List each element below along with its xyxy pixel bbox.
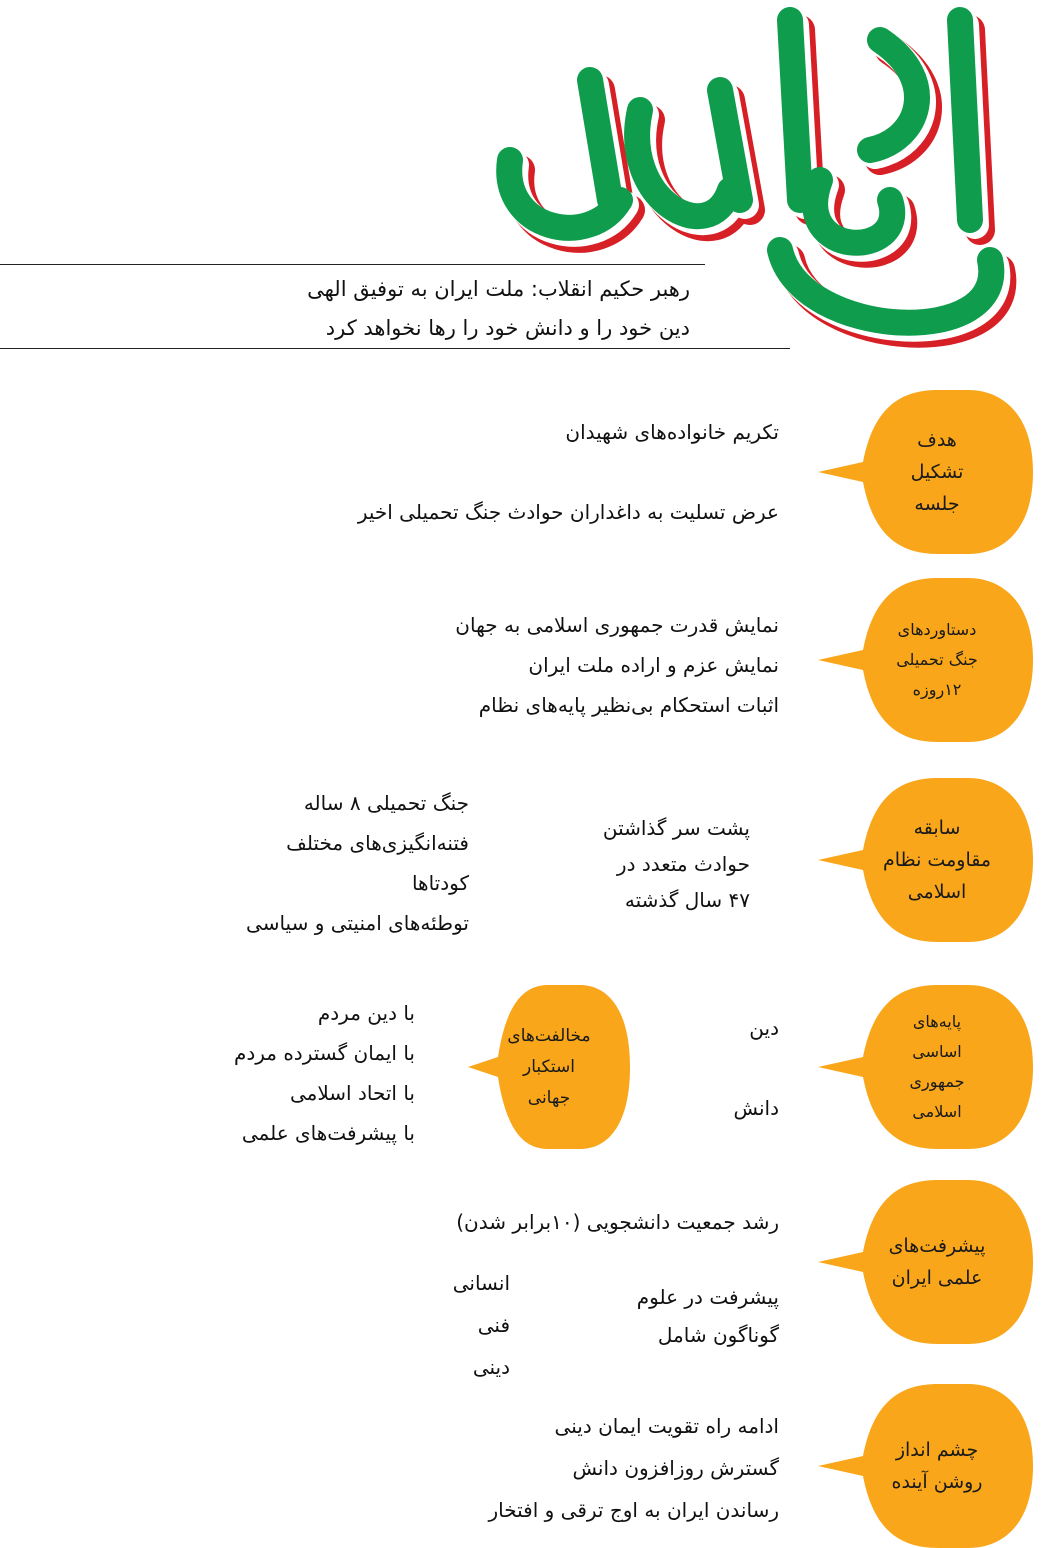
goal-item: عرض تسلیت به داغداران حوادث جنگ تحمیلی اخیر	[357, 500, 779, 524]
resistance-middle	[603, 810, 750, 918]
badge-achievements-line: دستاوردهای	[897, 620, 977, 639]
achievements-list	[455, 605, 779, 725]
resistance-event: فتنه‌انگیزی‌های مختلف	[286, 831, 469, 855]
badge-foundations-line: جمهوری	[909, 1072, 965, 1091]
badge-arrogance-opposition	[468, 985, 630, 1149]
resistance-middle-line: حوادث متعدد در	[616, 852, 750, 876]
future-item: ادامه راه تقویت ایمان دینی	[554, 1414, 779, 1438]
pillar-religion: دین	[749, 1016, 779, 1040]
achievement-item: نمایش عزم و اراده ملت ایران	[528, 653, 779, 677]
badge-resistance-line: اسلامی	[907, 881, 967, 903]
achievement-item: نمایش قدرت جمهوری اسلامی به جهان	[455, 613, 779, 637]
opposition-item: با ایمان گسترده مردم	[233, 1041, 415, 1065]
header-rule-top	[0, 264, 705, 265]
student-growth: رشد جمعیت دانشجویی (۱۰برابر شدن)	[456, 1210, 779, 1234]
badge-resistance-line: سابقه	[913, 817, 961, 839]
science-progress-line: پیشرفت در علوم	[636, 1285, 779, 1309]
science-progress	[637, 1278, 779, 1354]
opposition-item: با اتحاد اسلامی	[289, 1081, 415, 1105]
resistance-events-list	[246, 783, 469, 943]
resistance-event: توطئه‌های امنیتی و سیاسی	[246, 911, 469, 935]
resistance-middle-line: پشت سر گذاشتن	[602, 816, 750, 840]
science-field: دینی	[472, 1355, 510, 1379]
badge-goal-line: هدف	[917, 429, 957, 451]
opposition-line: جهانی	[527, 1087, 571, 1108]
science-fields	[453, 1262, 510, 1388]
future-item: گسترش روزافزون دانش	[572, 1456, 779, 1480]
achievement-item: اثبات استحکام بی‌نظیر پایه‌های نظام	[478, 693, 779, 717]
opposition-line: مخالفت‌های	[507, 1025, 591, 1046]
opposition-list	[234, 993, 415, 1153]
badge-scientific-progress	[818, 1180, 1055, 1344]
resistance-event: کودتاها	[411, 871, 469, 895]
badge-achievements-line: ۱۲روزه	[912, 680, 962, 699]
badge-future-line: روشن آینده	[891, 1471, 983, 1493]
badge-foundations-line: اسلامی	[912, 1102, 962, 1121]
future-item: رساندن ایران به اوج ترقی و افتخار	[488, 1498, 779, 1522]
subtitle-line-2: دین خود را و دانش خود را رها نخواهد کرد	[325, 316, 690, 340]
badge-achievements	[818, 578, 1055, 742]
badge-resistance-history	[818, 778, 1055, 942]
subtitle-line-1: رهبر حکیم انقلاب: ملت ایران به توفیق الهی	[307, 277, 690, 301]
badge-achievements-line: جنگ تحمیلی	[896, 650, 978, 669]
badge-science-line: پیشرفت‌های	[888, 1235, 986, 1257]
science-progress-line: گوناگون شامل	[657, 1323, 779, 1347]
pillar-knowledge: دانش	[733, 1096, 779, 1120]
goal-item: تکریم خانواده‌های شهیدان	[565, 420, 779, 444]
badge-foundations	[818, 985, 1055, 1149]
header-rule-bottom	[0, 348, 790, 349]
future-list	[488, 1405, 779, 1531]
title-text: اوج ایران	[766, 119, 774, 121]
badge-foundations-line: پایه‌های	[912, 1012, 962, 1031]
science-field: فنی	[477, 1313, 510, 1337]
opposition-line: استکبار	[522, 1056, 575, 1077]
badge-goal	[818, 390, 1055, 554]
resistance-middle-line: ۴۷ سال گذشته	[624, 888, 750, 912]
badge-resistance-line: مقاومت نظام	[882, 849, 992, 871]
badge-future-outlook	[818, 1384, 1055, 1548]
badge-goal-line: تشکیل	[910, 461, 964, 483]
resistance-event: جنگ تحمیلی ۸ ساله	[303, 791, 469, 815]
badge-goal-line: جلسه	[914, 493, 960, 515]
badge-future-line: چشم انداز	[895, 1439, 979, 1461]
badge-foundations-line: اساسی	[912, 1042, 962, 1061]
opposition-item: با دین مردم	[317, 1001, 415, 1025]
badge-science-line: علمی ایران	[891, 1267, 983, 1289]
science-field: انسانی	[452, 1271, 510, 1295]
opposition-item: با پیشرفت‌های علمی	[241, 1121, 415, 1145]
title-calligraphy-logo	[470, 0, 1055, 360]
